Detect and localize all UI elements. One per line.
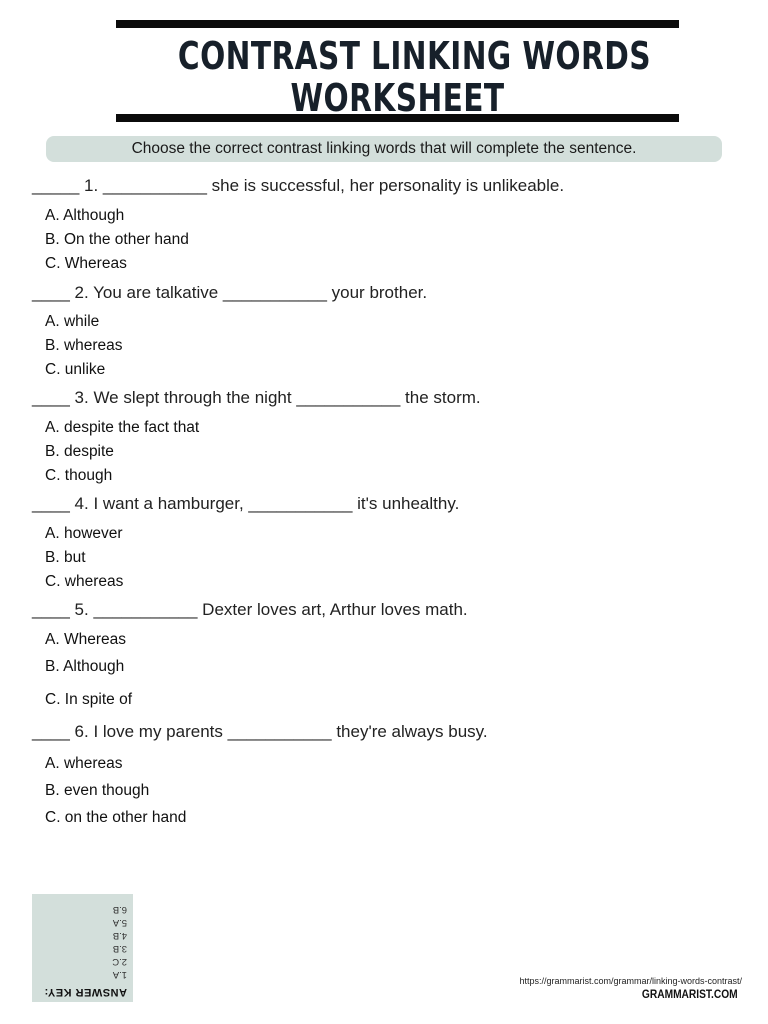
question-4: ____ 4. I want a hamburger, ___________ it's unhealthy. <box>32 494 460 513</box>
footer-brand-logo: GRAMMARIST.COM <box>642 987 738 1001</box>
question-2-option-c: C. unlike <box>45 361 106 378</box>
worksheet-title-line-2: WORKSHEET <box>290 76 505 120</box>
answer-key-box <box>32 894 133 1002</box>
question-5: ____ 5. ___________ Dexter loves art, Arthur loves math. <box>32 600 468 619</box>
answer-key-item-5: 5.A <box>112 917 127 928</box>
question-5-option-c: C. In spite of <box>45 691 133 708</box>
question-6-option-c: C. on the other hand <box>45 809 187 826</box>
answer-key-item-3: 3.B <box>112 943 127 954</box>
instructions-banner: Choose the correct contrast linking words that will complete the sentence. <box>46 136 722 162</box>
question-6: ____ 6. I love my parents ___________ they're always busy. <box>32 722 488 741</box>
question-6-option-b: B. even though <box>45 782 150 799</box>
question-4-option-a: A. however <box>45 525 123 542</box>
question-2: ____ 2. You are talkative ___________ your brother. <box>32 283 428 302</box>
question-5-option-b: B. Although <box>45 658 125 675</box>
question-3-option-c: C. though <box>45 467 113 484</box>
answer-key-item-6: 6.B <box>112 904 127 915</box>
worksheet-title-block <box>116 20 679 122</box>
question-2-option-b: B. whereas <box>45 337 123 354</box>
answer-key-rotated <box>32 894 133 1002</box>
footer-source-url[interactable]: https://grammarist.com/grammar/linking-words-contrast/ <box>519 976 742 986</box>
question-4-option-c: C. whereas <box>45 573 124 590</box>
question-5-option-a: A. Whereas <box>45 631 126 648</box>
answer-key-item-2: 2.C <box>112 956 127 967</box>
question-3: ____ 3. We slept through the night ___________ the storm. <box>32 388 481 407</box>
question-3-option-b: B. despite <box>45 443 114 460</box>
question-3-option-a: A. despite the fact that <box>45 419 200 436</box>
answer-key-item-1: 1.A <box>112 969 127 980</box>
question-6-option-a: A. whereas <box>45 755 123 772</box>
question-1-option-b: B. On the other hand <box>45 231 189 248</box>
question-1: _____ 1. ___________ she is successful, her personality is unlikeable. <box>32 176 565 195</box>
question-4-option-b: B. but <box>45 549 86 566</box>
question-1-option-a: A. Although <box>45 207 125 224</box>
worksheet-title-line-1: CONTRAST LINKING WORDS <box>177 34 651 78</box>
answer-key-item-4: 4.B <box>112 930 127 941</box>
question-1-option-c: C. Whereas <box>45 255 127 272</box>
answer-key-title: ANSWER KEY: <box>44 986 127 998</box>
question-2-option-a: A. while <box>45 313 100 330</box>
